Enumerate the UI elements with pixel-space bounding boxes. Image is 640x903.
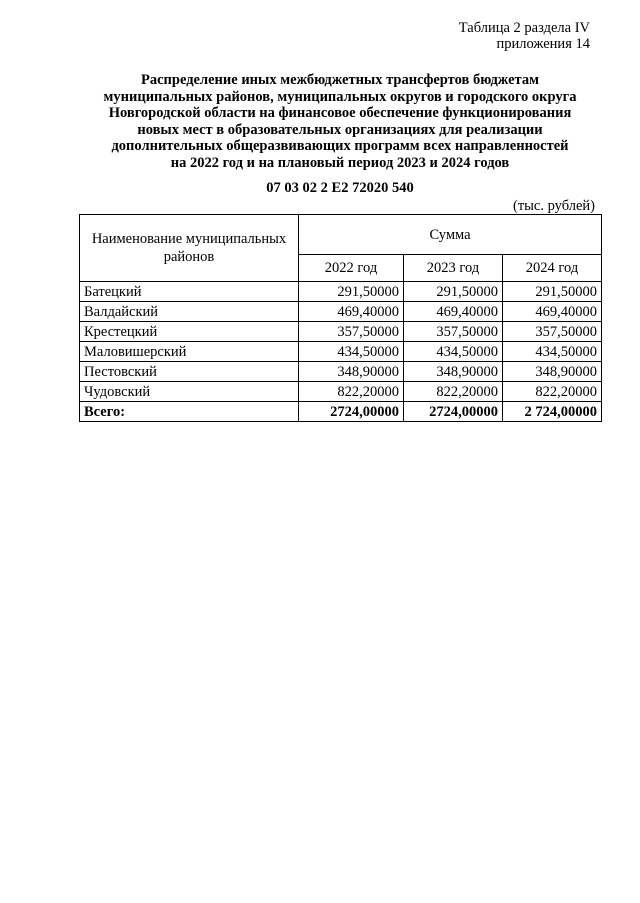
amount-2022: 357,50000 — [299, 322, 404, 342]
header-year-2023: 2023 год — [404, 255, 503, 282]
total-2024: 2 724,00000 — [503, 402, 602, 422]
total-2022: 2724,00000 — [299, 402, 404, 422]
table-row — [80, 382, 602, 402]
district-name: Маловишерский — [80, 342, 299, 362]
document-reference — [459, 20, 590, 52]
total-2023: 2724,00000 — [404, 402, 503, 422]
amount-2023: 822,20000 — [404, 382, 503, 402]
table-row — [80, 302, 602, 322]
amount-2022: 469,40000 — [299, 302, 404, 322]
amount-2022: 822,20000 — [299, 382, 404, 402]
amount-2024: 348,90000 — [503, 362, 602, 382]
table-row — [80, 282, 602, 302]
distribution-table — [79, 214, 602, 422]
table-row — [80, 362, 602, 382]
title-line: новых мест в образовательных организациях для реализации — [137, 121, 543, 138]
amount-2023: 291,50000 — [404, 282, 503, 302]
table-row — [80, 342, 602, 362]
title-line: Распределение иных межбюджетных трансфертов бюджетам — [141, 72, 539, 88]
table-total-row — [80, 402, 602, 422]
title-line: Новгородской области на финансовое обеспечение функционирования — [108, 105, 572, 122]
district-name: Пестовский — [80, 362, 299, 382]
amount-2024: 357,50000 — [503, 322, 602, 342]
document-title — [60, 72, 620, 172]
title-line: на 2022 год и на плановый период 2023 и 2024 годов — [170, 154, 510, 171]
header-year-2022: 2022 год — [299, 255, 404, 282]
appendix-reference: приложения 14 — [496, 36, 590, 52]
amount-2024: 434,50000 — [503, 342, 602, 362]
total-label: Всего: — [80, 402, 299, 422]
district-name: Чудовский — [80, 382, 299, 402]
table-header-row — [80, 215, 602, 255]
header-year-2024: 2024 год — [503, 255, 602, 282]
table-reference: Таблица 2 раздела IV — [458, 20, 590, 36]
amount-2022: 434,50000 — [299, 342, 404, 362]
title-line: муниципальных районов, муниципальных округов и городского округа — [103, 88, 577, 105]
title-line: дополнительных общеразвивающих программ всех направленностей — [111, 138, 569, 155]
amount-2024: 469,40000 — [503, 302, 602, 322]
amount-2022: 348,90000 — [299, 362, 404, 382]
amount-2023: 348,90000 — [404, 362, 503, 382]
units-label: (тыс. рублей) — [513, 198, 595, 214]
amount-2024: 822,20000 — [503, 382, 602, 402]
district-name: Валдайский — [80, 302, 299, 322]
header-sum: Сумма — [299, 215, 602, 255]
budget-code: 07 03 02 2 Е2 72020 540 — [266, 180, 414, 196]
amount-2023: 357,50000 — [404, 322, 503, 342]
header-name: Наименование муниципальных районов — [80, 215, 299, 282]
district-name: Батецкий — [80, 282, 299, 302]
district-name: Крестецкий — [80, 322, 299, 342]
amount-2022: 291,50000 — [299, 282, 404, 302]
amount-2023: 434,50000 — [404, 342, 503, 362]
table-row — [80, 322, 602, 342]
amount-2024: 291,50000 — [503, 282, 602, 302]
amount-2023: 469,40000 — [404, 302, 503, 322]
